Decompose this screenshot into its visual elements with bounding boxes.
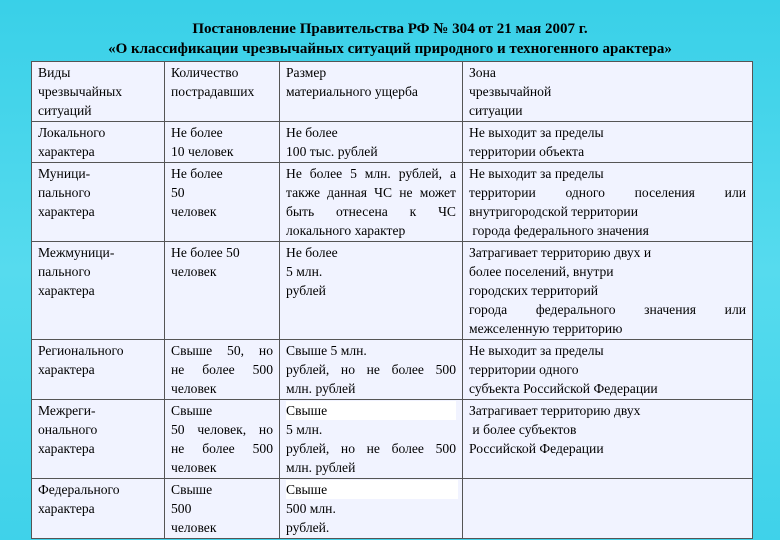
cell-victims: Свыше 50 человек, но не более 500 человек xyxy=(165,400,280,479)
cell-type: Федерального характера xyxy=(32,479,165,539)
cell-type: Локального характера xyxy=(32,122,165,163)
header-victims: Количество пострадавших xyxy=(165,62,280,122)
cell-victims: Не более 50 человек xyxy=(165,163,280,242)
cell-zone: Не выходит за пределы территории одного субъекта Российской Федерации xyxy=(463,340,753,400)
classification-table xyxy=(31,61,753,539)
cell-damage: Свыше 5 млн. рублей, но не более 500 млн. рублей xyxy=(280,400,463,479)
cell-victims: Свыше 50, но не более 500 человек xyxy=(165,340,280,400)
cell-zone: Не выходит за пределы территории объекта xyxy=(463,122,753,163)
cell-damage: Свыше 5 млн. рублей, но не более 500 млн. рублей xyxy=(280,340,463,400)
cell-type: Муници- пального характера xyxy=(32,163,165,242)
header-zone: Зона чрезвычайной ситуации xyxy=(463,62,753,122)
cell-victims: Свыше 500 человек xyxy=(165,479,280,539)
title-line-2: «О классификации чрезвычайных ситуаций природного и техногенного арактера» xyxy=(108,41,672,57)
cell-zone xyxy=(463,479,753,539)
table-row-local xyxy=(32,122,753,163)
table-header-row xyxy=(32,62,753,122)
cell-victims: Не более 10 человек xyxy=(165,122,280,163)
cell-zone: Затрагивает территорию двух и более субъектов Российской Федерации xyxy=(463,400,753,479)
table-row-regional xyxy=(32,340,753,400)
header-damage: Размер материального ущерба xyxy=(280,62,463,122)
table-row-intermunicipal xyxy=(32,242,753,340)
cell-zone: Не выходит за пределы территории одного поселения или внутригородской территории города федерального значения xyxy=(463,163,753,242)
cell-type: Межмуници- пального характера xyxy=(32,242,165,340)
table-row-interregional xyxy=(32,400,753,479)
cell-zone: Затрагивает территорию двух и более поселений, внутри городских территорий города федерального значения или межселенную территорию xyxy=(463,242,753,340)
table-row-municipal xyxy=(32,163,753,242)
cell-damage: Не более 5 млн. рублей, а также данная ЧС не может быть отнесена к ЧС локального характер xyxy=(280,163,463,242)
cell-victims: Не более 50 человек xyxy=(165,242,280,340)
cell-type: Межреги- онального характера xyxy=(32,400,165,479)
header-type: Виды чрезвычайных ситуаций xyxy=(32,62,165,122)
cell-type: Регионального характера xyxy=(32,340,165,400)
table-row-federal xyxy=(32,479,753,539)
cell-damage: Не более 100 тыс. рублей xyxy=(280,122,463,163)
cell-damage: Свыше 500 млн. рублей. xyxy=(280,479,463,539)
cell-damage: Не более 5 млн. рублей xyxy=(280,242,463,340)
title-line-1: Постановление Правительства РФ № 304 от 21 мая 2007 г. xyxy=(192,21,588,37)
